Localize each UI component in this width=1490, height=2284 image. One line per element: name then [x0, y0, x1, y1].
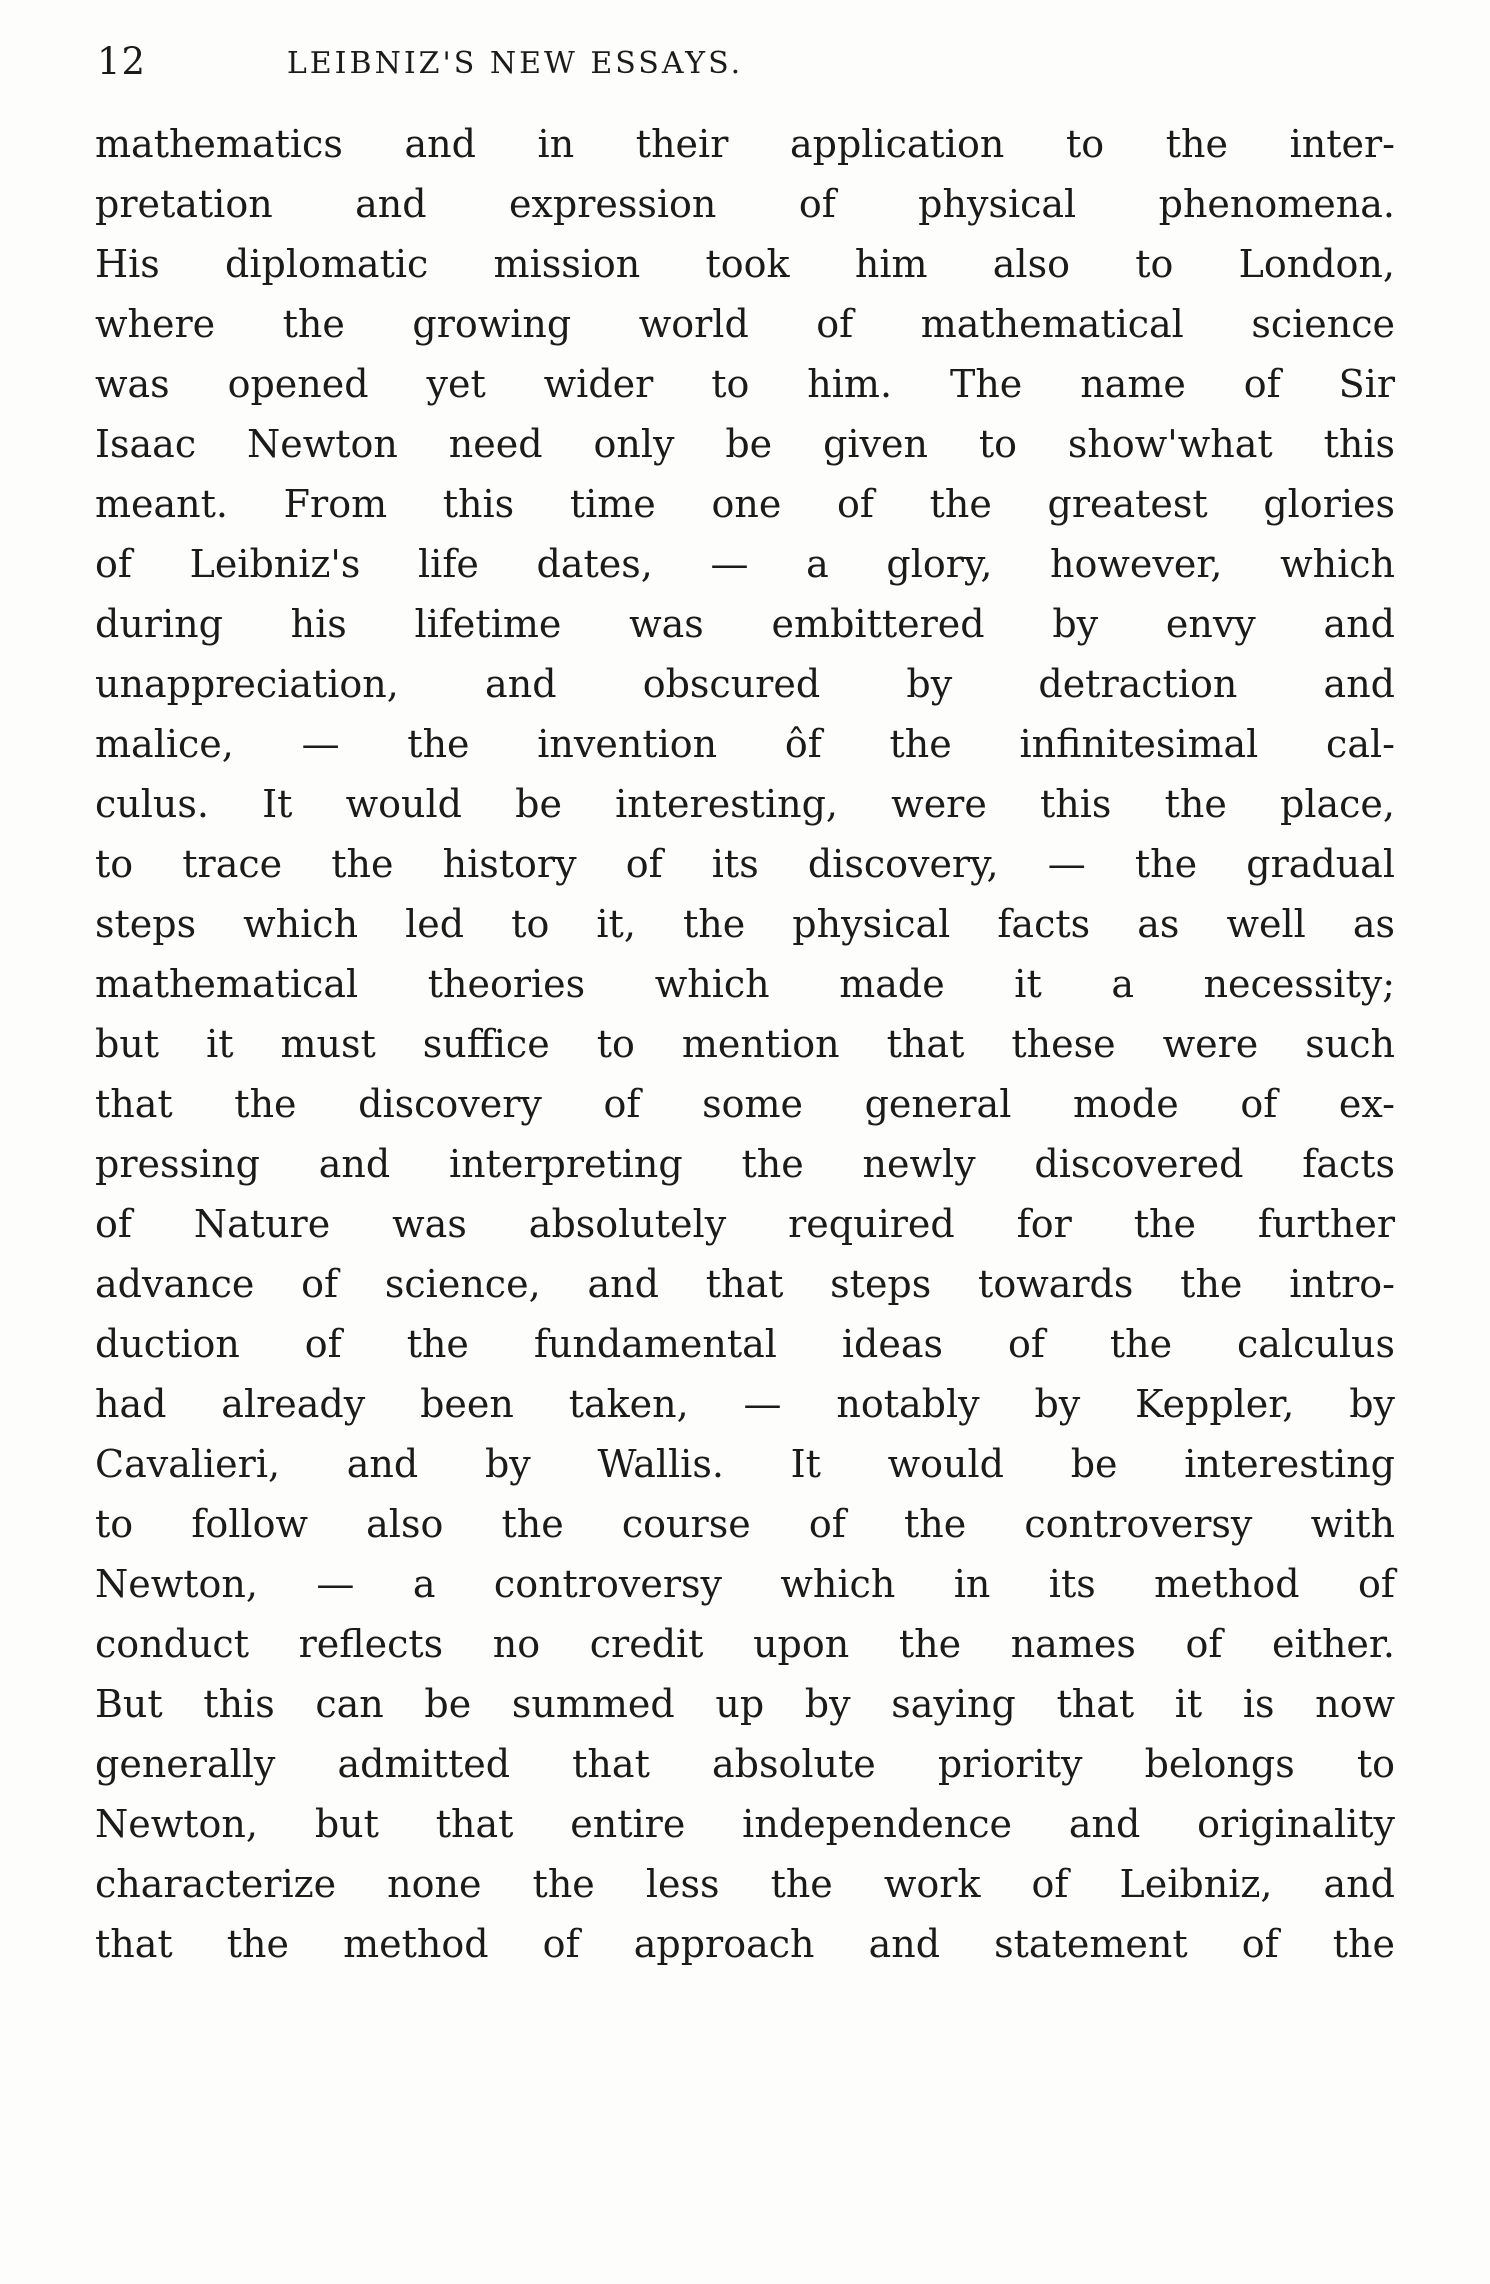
text-line: steps which led to it, the physical facts as well as	[95, 902, 1395, 946]
text-line: but it must suffice to mention that these were such	[95, 1022, 1395, 1066]
text-line: duction of the fundamental ideas of the calculus	[95, 1322, 1395, 1366]
text-line: Newton, but that entire independence and originality	[95, 1802, 1395, 1846]
text-line: of Nature was absolutely required for the further	[95, 1202, 1395, 1246]
text-line: conduct reflects no credit upon the names of either.	[95, 1622, 1395, 1666]
text-line: had already been taken, — notably by Keppler, by	[95, 1382, 1395, 1426]
text-line: mathematics and in their application to the inter-	[95, 122, 1395, 166]
text-line: mathematical theories which made it a necessity;	[95, 962, 1395, 1006]
text-line: of Leibniz's life dates, — a glory, however, which	[95, 542, 1395, 586]
text-line: to follow also the course of the controversy with	[95, 1502, 1395, 1546]
text-line: Cavalieri, and by Wallis. It would be interesting	[95, 1442, 1395, 1486]
text-line: Isaac Newton need only be given to show'what this	[95, 422, 1395, 466]
text-line: advance of science, and that steps towards the intro-	[95, 1262, 1395, 1306]
text-line: to trace the history of its discovery, — the gradual	[95, 842, 1395, 886]
page-number: 12	[97, 40, 147, 83]
text-line: generally admitted that absolute priority belongs to	[95, 1742, 1395, 1786]
text-line: was opened yet wider to him. The name of Sir	[95, 362, 1395, 406]
paragraph	[95, 114, 1395, 1974]
text-line: culus. It would be interesting, were this the place,	[95, 782, 1395, 826]
text-line: pressing and interpreting the newly discovered facts	[95, 1142, 1395, 1186]
text-line: Newton, — a controversy which in its method of	[95, 1562, 1395, 1606]
text-line: pretation and expression of physical phenomena.	[95, 182, 1395, 226]
page-header	[95, 38, 1395, 102]
text-line: characterize none the less the work of Leibniz, and	[95, 1862, 1395, 1906]
text-line: that the method of approach and statement of the	[95, 1922, 1395, 1966]
text-line: where the growing world of mathematical science	[95, 302, 1395, 346]
text-line: during his lifetime was embittered by envy and	[95, 602, 1395, 646]
text-line: His diplomatic mission took him also to London,	[95, 242, 1395, 286]
text-line: unappreciation, and obscured by detraction and	[95, 662, 1395, 706]
text-line: meant. From this time one of the greatest glories	[95, 482, 1395, 526]
text-line: that the discovery of some general mode of ex-	[95, 1082, 1395, 1126]
running-title: LEIBNIZ'S NEW ESSAYS.	[286, 46, 744, 81]
text-line: But this can be summed up by saying that it is now	[95, 1682, 1395, 1726]
text-line: malice, — the invention ôf the infinitesimal cal-	[95, 722, 1395, 766]
